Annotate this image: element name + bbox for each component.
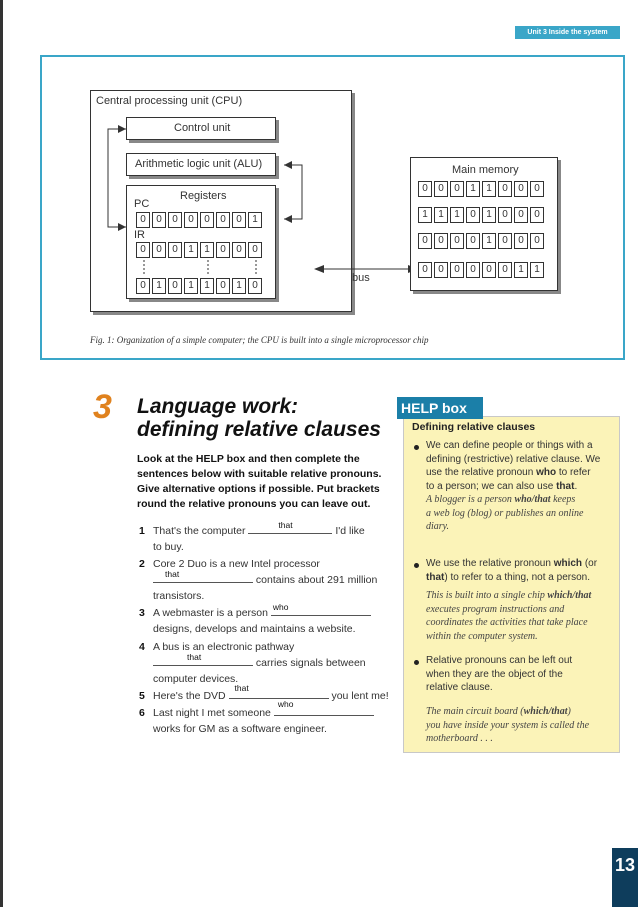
item-text: contains about 291 million xyxy=(255,574,378,586)
item-number: 1 xyxy=(139,525,145,537)
page-binding-edge xyxy=(0,0,3,907)
bit-cell: 1 xyxy=(530,262,544,278)
bit-cell: 0 xyxy=(514,181,528,197)
control-unit-label: Control unit xyxy=(174,122,231,134)
bit-cell: 0 xyxy=(450,262,464,278)
bit-cell: 0 xyxy=(434,262,448,278)
bit-cell: 0 xyxy=(216,278,230,294)
bit-cell: 0 xyxy=(434,233,448,249)
item-text: I'd like xyxy=(335,525,365,537)
bit-cell: 0 xyxy=(482,262,496,278)
figure-caption: Fig. 1: Organization of a simple computer; the CPU is built into a single microprocessor chip xyxy=(90,335,429,345)
help-subtitle: Defining relative clauses xyxy=(412,421,536,433)
item-text: designs, develops and maintains a website. xyxy=(153,623,356,635)
bit-cell: 0 xyxy=(248,242,262,258)
answer-text: who xyxy=(272,602,289,612)
alu-label: Arithmetic logic unit (ALU) xyxy=(135,158,263,170)
bit-cell: 1 xyxy=(514,262,528,278)
item-text: you lent me! xyxy=(331,690,389,702)
bit-cell: 1 xyxy=(482,207,496,223)
bit-cell: 0 xyxy=(514,233,528,249)
item-text: computer devices. xyxy=(153,673,239,685)
answer-blank[interactable] xyxy=(274,699,374,716)
bit-cell: 0 xyxy=(530,207,544,223)
registers-label: Registers xyxy=(180,190,227,202)
bit-cell: 0 xyxy=(530,181,544,197)
bit-cell: 1 xyxy=(418,207,432,223)
item-number: 4 xyxy=(139,641,145,653)
bit-cell: 1 xyxy=(200,278,214,294)
bit-cell: 1 xyxy=(466,181,480,197)
bullet-icon xyxy=(414,660,419,665)
pc-label: PC xyxy=(134,198,150,210)
item-number: 6 xyxy=(139,707,145,719)
cpu-label: Central processing unit (CPU) xyxy=(96,95,243,107)
answer-text: that xyxy=(234,683,249,693)
item-text: That's the computer xyxy=(153,525,246,537)
help-example-3: The main circuit board (which/that) you have inside your system is called the motherboard . . . xyxy=(426,706,590,744)
bit-cell: 1 xyxy=(232,278,246,294)
bit-cell: 0 xyxy=(216,212,230,228)
bit-cell: 0 xyxy=(152,212,166,228)
page-number: 13 xyxy=(612,848,638,907)
answer-blank[interactable] xyxy=(153,569,253,583)
bit-cell: 0 xyxy=(466,262,480,278)
bit-cell: 1 xyxy=(450,207,464,223)
bit-cell: 0 xyxy=(184,212,198,228)
bit-cell: 0 xyxy=(152,242,166,258)
help-example-2: This is built into a single chip which/that executes program instructions and coordinates the activities that take place within the computer system. xyxy=(426,590,592,642)
item-text: carries signals between xyxy=(255,657,366,669)
bit-cell: 0 xyxy=(498,207,512,223)
bit-cell: 0 xyxy=(466,207,480,223)
cpu-arrows xyxy=(42,57,342,317)
help-example-1: A blogger is a person who/that keeps a web log (blog) or publishes an online diary. xyxy=(426,494,584,532)
bit-cell: 0 xyxy=(498,181,512,197)
bit-cell: 0 xyxy=(136,278,150,294)
item-text: A webmaster is a person xyxy=(153,607,268,619)
bit-cell: 0 xyxy=(498,262,512,278)
unit-tab: Unit 3 Inside the system xyxy=(515,26,620,39)
section-number: 3 xyxy=(93,388,112,426)
memory-row-2 xyxy=(418,207,546,223)
bit-cell: 0 xyxy=(168,278,182,294)
bus-label: bus xyxy=(352,272,370,284)
exercise-item-1 xyxy=(153,520,393,555)
bit-cell: 1 xyxy=(184,278,198,294)
item-text: Here's the DVD xyxy=(153,690,226,702)
help-rule-2: We use the relative pronoun which (or that) to refer to a thing, not a person. xyxy=(426,558,598,583)
item-number: 3 xyxy=(139,607,145,619)
bit-cell: 0 xyxy=(530,233,544,249)
bit-cell: 0 xyxy=(168,242,182,258)
memory-row-3 xyxy=(418,233,546,249)
bit-cell: 0 xyxy=(168,212,182,228)
help-box-title: HELP box xyxy=(397,397,483,419)
bit-cell: 0 xyxy=(136,242,150,258)
bit-cell: 0 xyxy=(418,262,432,278)
item-text: Last night I met someone xyxy=(153,707,271,719)
bit-cell: 1 xyxy=(434,207,448,223)
bullet-icon xyxy=(414,563,419,568)
bit-cell: 0 xyxy=(450,233,464,249)
bullet-icon xyxy=(414,445,419,450)
bit-cell: 0 xyxy=(450,181,464,197)
section-title-line-1: Language work: xyxy=(137,395,299,418)
answer-text: that xyxy=(165,569,180,579)
bit-cell: 1 xyxy=(482,233,496,249)
help-rule-1: We can define people or things with a defining (restrictive) relative clause. We use the relative pronoun who to refer to a person; we can also use that. xyxy=(426,440,601,492)
item-text: A bus is an electronic pathway xyxy=(153,641,295,653)
bit-cell: 0 xyxy=(248,278,262,294)
item-number: 5 xyxy=(139,690,145,702)
item-text: to buy. xyxy=(153,541,184,553)
section-title xyxy=(137,395,397,441)
bit-cell: 0 xyxy=(434,181,448,197)
item-text: Core 2 Duo is a new Intel processor xyxy=(153,558,320,570)
exercise-item-4 xyxy=(153,639,393,687)
exercise-instructions: Look at the HELP box and then complete the sentences below with suitable relative pronouns. Give alternative options if possible. Put brackets round the relative pronouns you can leave out. xyxy=(137,453,382,510)
figure-frame xyxy=(40,55,625,360)
answer-blank[interactable] xyxy=(153,652,253,666)
bit-cell: 0 xyxy=(232,242,246,258)
main-memory-label: Main memory xyxy=(452,164,519,176)
bit-cell: 0 xyxy=(466,233,480,249)
answer-text: who xyxy=(277,699,294,709)
bit-cell: 1 xyxy=(184,242,198,258)
bit-cell: 0 xyxy=(418,181,432,197)
answer-text: that xyxy=(278,520,293,530)
exercise-item-3 xyxy=(153,602,393,637)
bit-cell: 0 xyxy=(200,212,214,228)
item-number: 2 xyxy=(139,558,145,570)
ir-label: IR xyxy=(134,229,145,241)
answer-blank[interactable] xyxy=(271,602,371,616)
exercise-item-6 xyxy=(153,699,393,737)
bit-cell: 0 xyxy=(514,207,528,223)
memory-row-4 xyxy=(418,262,546,278)
item-text: transistors. xyxy=(153,590,205,602)
bit-cell: 0 xyxy=(216,242,230,258)
exercise-item-2 xyxy=(153,556,393,604)
bit-cell: 0 xyxy=(498,233,512,249)
bit-cell: 0 xyxy=(232,212,246,228)
answer-text: that xyxy=(187,652,202,662)
bit-cell: 1 xyxy=(152,278,166,294)
bit-cell: 0 xyxy=(418,233,432,249)
bit-cell: 1 xyxy=(482,181,496,197)
item-text: works for GM as a software engineer. xyxy=(153,723,327,735)
memory-row-1 xyxy=(418,181,546,197)
bit-cell: 1 xyxy=(200,242,214,258)
answer-blank[interactable] xyxy=(248,520,332,534)
section-title-line-2: defining relative clauses xyxy=(137,418,381,441)
bit-cell: 1 xyxy=(248,212,262,228)
help-rule-3: Relative pronouns can be left out when they are the object of the relative clause. xyxy=(426,655,573,693)
bit-cell: 0 xyxy=(136,212,150,228)
